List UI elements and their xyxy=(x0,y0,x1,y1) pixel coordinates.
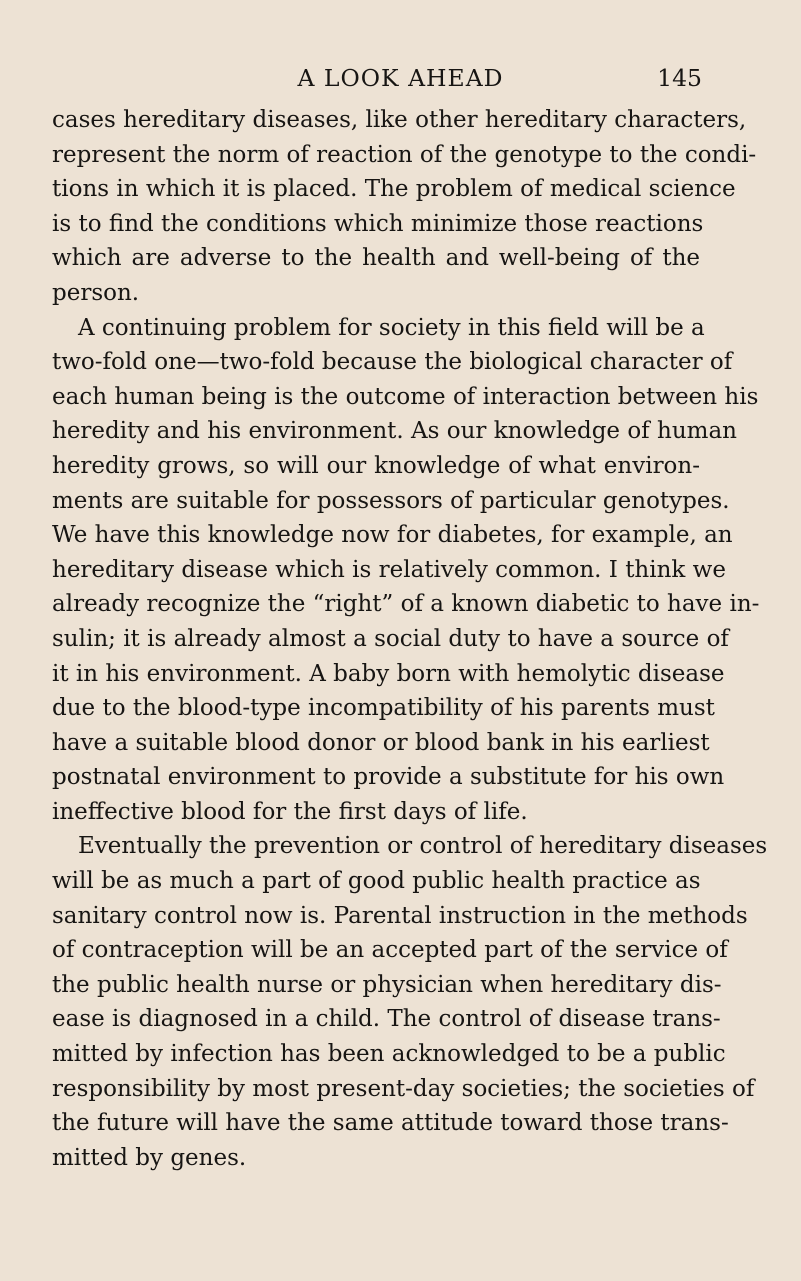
running-title: A LOOK AHEAD xyxy=(297,64,504,92)
text-line: Eventually the prevention or control of hereditary diseases xyxy=(78,833,768,860)
text-line: is to find the conditions which minimize those reactions xyxy=(52,210,704,237)
text-line: mitted by genes. xyxy=(52,1144,247,1171)
text-line: sanitary control now is. Parental instruction in the methods xyxy=(52,902,748,929)
text-line: have a suitable blood donor or blood bank in his earliest xyxy=(52,729,710,756)
text-line: ease is diagnosed in a child. The control of disease trans- xyxy=(52,1006,721,1033)
text-line: cases hereditary diseases, like other hereditary characters, xyxy=(52,107,747,133)
text-line: tions in which it is placed. The problem of medical science xyxy=(52,176,736,203)
text-line: ineffective blood for the first days of life. xyxy=(52,798,528,825)
text-line: the future will have the same attitude toward those trans- xyxy=(52,1110,729,1137)
text-line: which are adverse to the health and well-being of the xyxy=(52,245,700,272)
text-line: due to the blood-type incompatibility of his parents must xyxy=(52,695,715,722)
text-line: two-fold one—two-fold because the biological character of xyxy=(52,349,733,376)
text-line: postnatal environment to provide a substitute for his own xyxy=(52,764,725,791)
text-line: already recognize the “right” of a known diabetic to have in- xyxy=(52,591,760,618)
body-text xyxy=(52,103,768,1175)
page-number: 145 xyxy=(657,64,702,92)
text-line: mitted by infection has been acknowledged to be a public xyxy=(52,1041,726,1068)
text-line: responsibility by most present-day societies; the societies of xyxy=(52,1075,755,1102)
text-line: We have this knowledge now for diabetes, for example, an xyxy=(52,522,733,549)
text-line: A continuing problem for society in this field will be a xyxy=(78,314,705,341)
text-line: heredity and his environment. As our knowledge of human xyxy=(52,418,737,445)
text-line: of contraception will be an accepted part of the service of xyxy=(52,937,728,964)
text-line: heredity grows, so will our knowledge of what environ- xyxy=(52,452,700,479)
text-line: will be as much a part of good public health practice as xyxy=(52,868,701,895)
text-line: person. xyxy=(52,279,140,306)
text-line: ments are suitable for possessors of particular genotypes. xyxy=(52,487,730,514)
running-head xyxy=(0,58,801,98)
text-line: sulin; it is already almost a social duty to have a source of xyxy=(52,625,729,652)
text-line: hereditary disease which is relatively common. I think we xyxy=(52,556,726,583)
text-line: each human being is the outcome of interaction between his xyxy=(52,383,759,410)
text-line: the public health nurse or physician when hereditary dis- xyxy=(52,971,722,998)
text-line: it in his environment. A baby born with hemolytic disease xyxy=(52,660,725,687)
text-line: represent the norm of reaction of the genotype to the condi- xyxy=(52,141,757,168)
